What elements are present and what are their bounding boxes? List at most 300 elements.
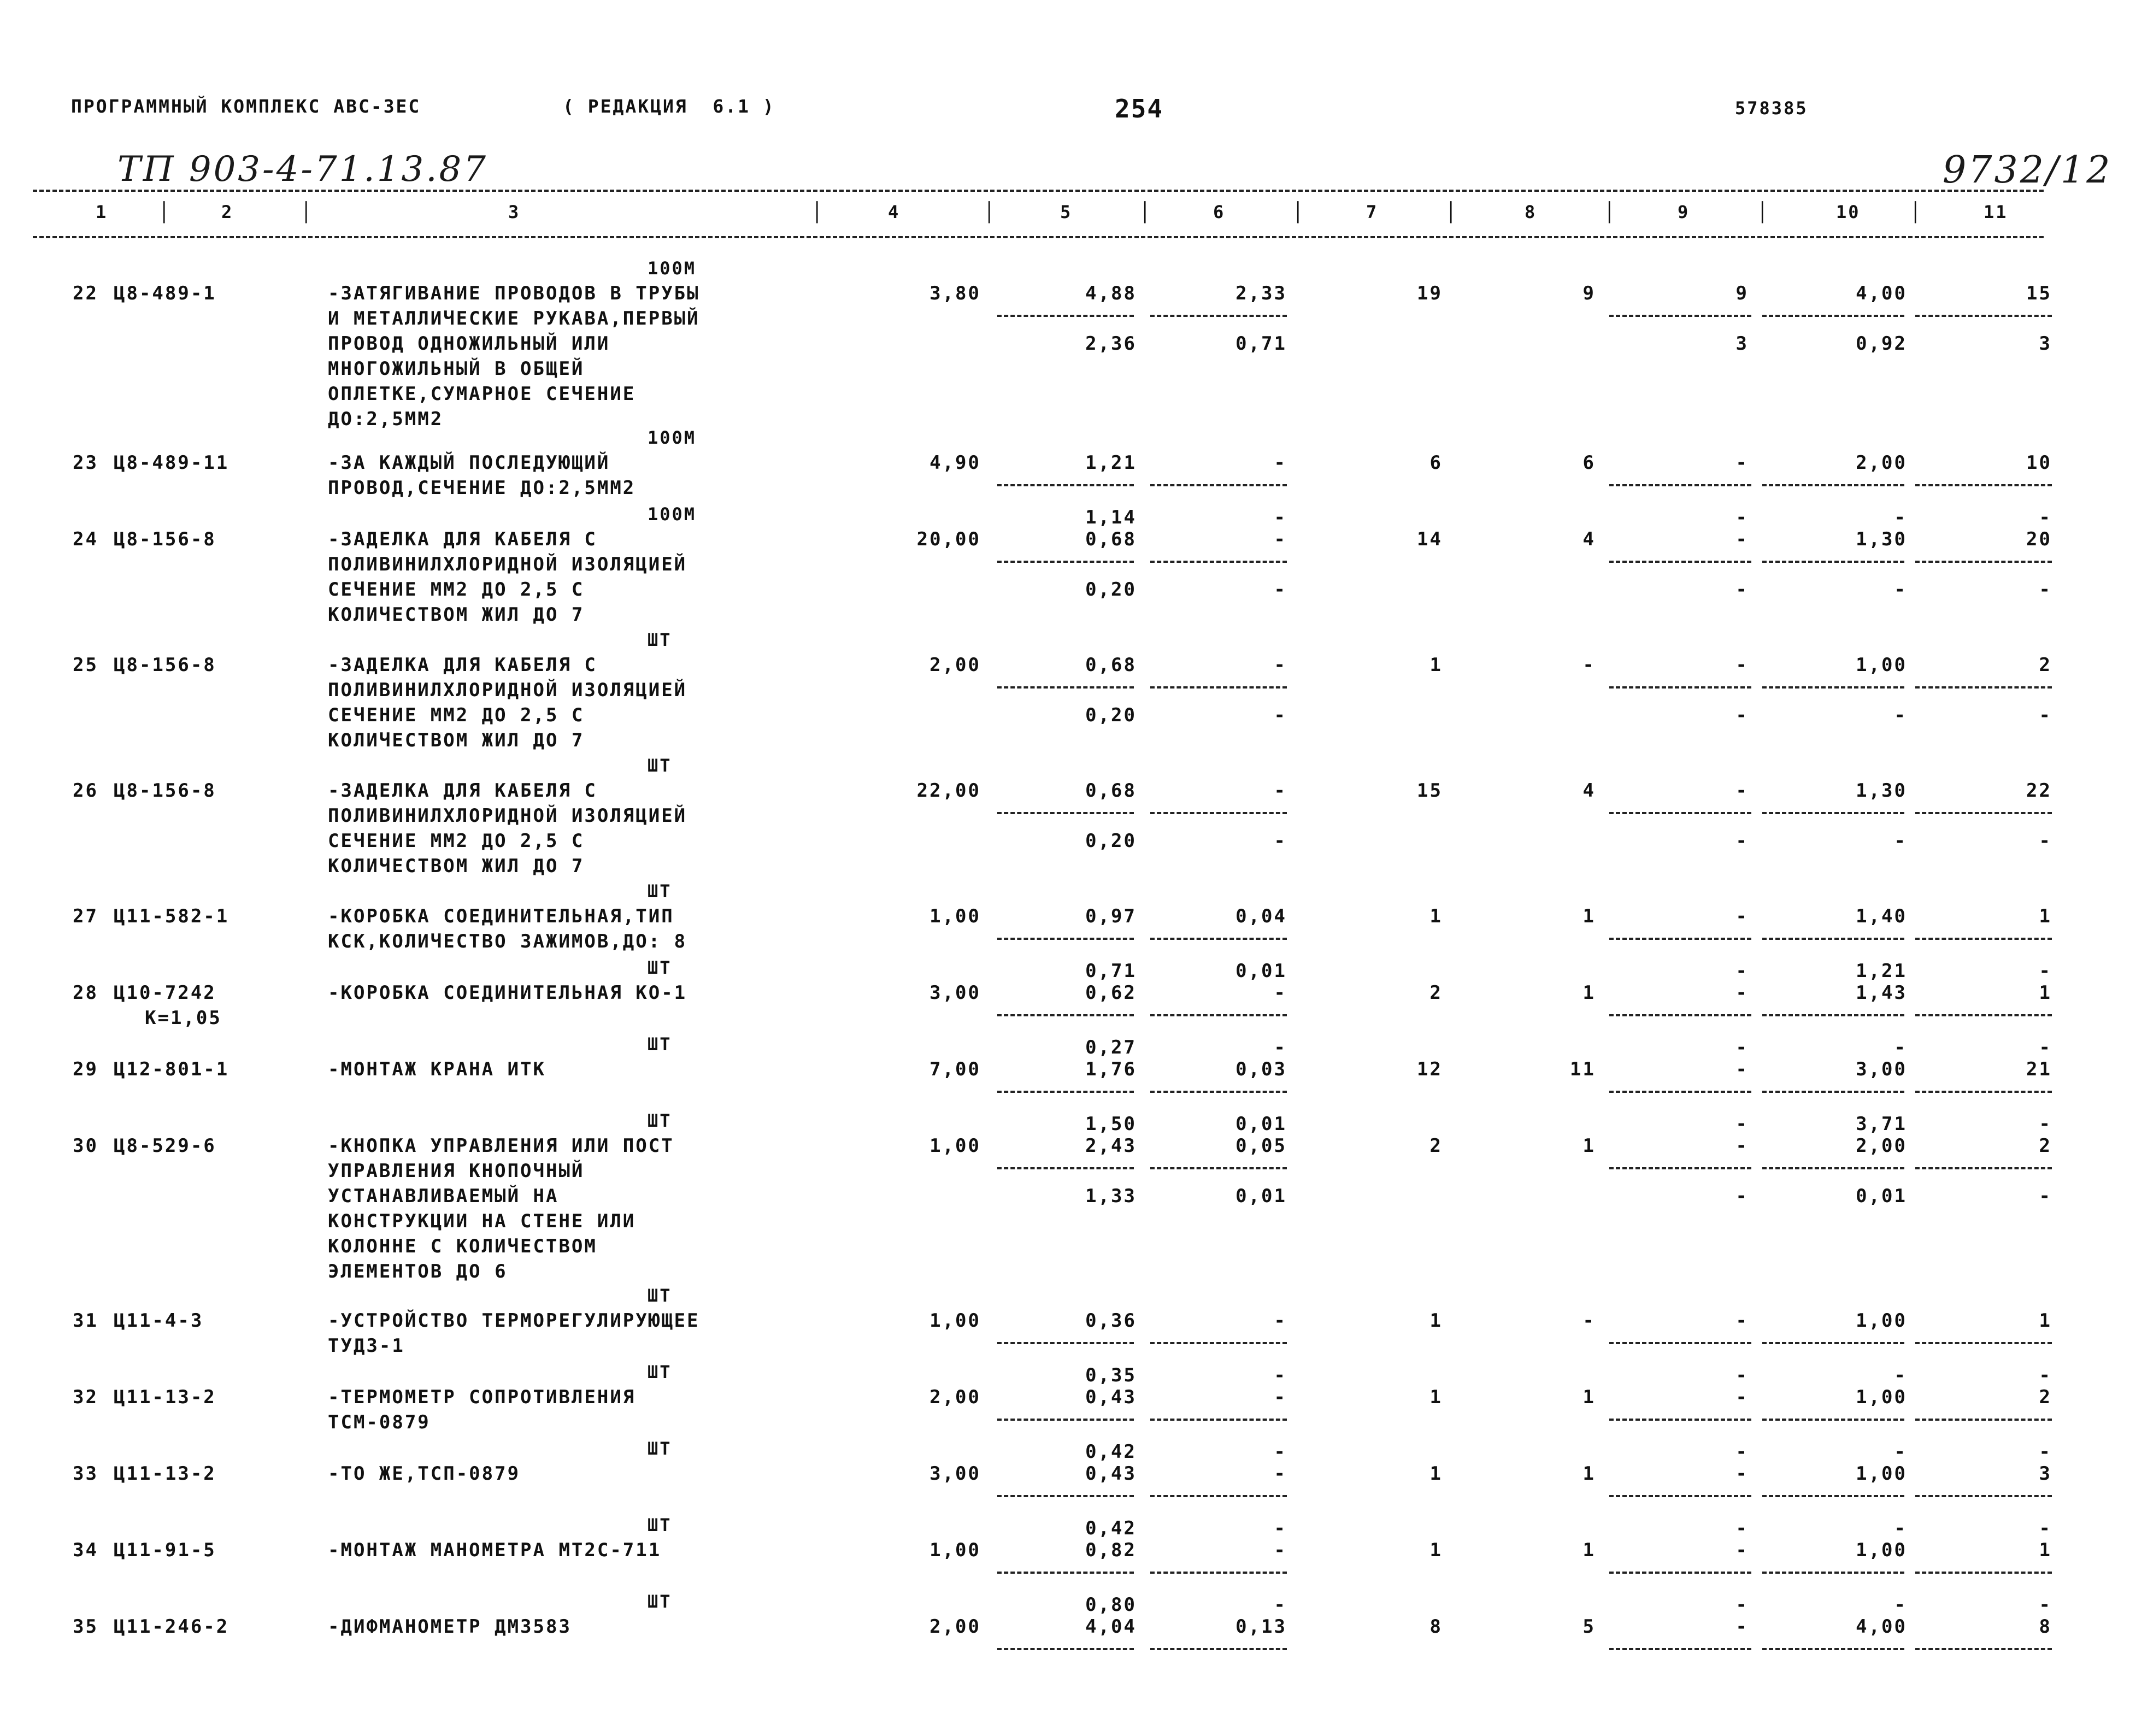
value-c11b: 3: [2039, 333, 2052, 355]
value-c9: 9: [1735, 283, 1749, 304]
value-c10a: 3,71: [1856, 1113, 1907, 1135]
value-c6: 2,33: [1235, 283, 1287, 304]
value-c9: -: [1735, 1539, 1749, 1561]
value-c6: -: [1274, 452, 1287, 474]
value-c9a: -: [1735, 1594, 1749, 1616]
value-c9b: 3: [1735, 333, 1749, 355]
value-c7: 1: [1429, 1386, 1443, 1408]
value-c4: 7,00: [929, 1058, 981, 1080]
work-description: -ДИФМАНОМЕТР ДМ3583: [328, 1616, 572, 1638]
value-c8: 11: [1570, 1058, 1596, 1080]
value-c10: 1,30: [1856, 780, 1907, 802]
value-c9: -: [1735, 654, 1749, 676]
value-c10b: -: [1894, 579, 1907, 601]
subtotal-rule: [1762, 938, 1904, 940]
row-number: 23: [73, 452, 98, 474]
value-c10: 1,00: [1856, 654, 1907, 676]
value-c8: -: [1582, 654, 1596, 676]
value-c5: 4,04: [1085, 1616, 1137, 1638]
row-number: 29: [73, 1058, 98, 1080]
value-c5: 0,97: [1085, 905, 1137, 927]
value-c4: 20,00: [916, 528, 981, 550]
value-c10: 4,00: [1856, 1616, 1907, 1638]
subtotal-rule: [1609, 812, 1751, 814]
value-c7: 6: [1429, 452, 1443, 474]
value-c4: 1,00: [929, 1310, 981, 1332]
page-number: 254: [1115, 94, 1164, 123]
subtotal-rule: [1915, 1495, 2052, 1497]
subtotal-rule: [1609, 315, 1751, 317]
rate-code: Ц11-246-2: [114, 1616, 230, 1638]
rate-code: Ц11-13-2: [114, 1386, 216, 1408]
unit-label: 100М: [648, 504, 697, 525]
value-c5: 0,68: [1085, 780, 1137, 802]
value-c10: 1,43: [1856, 982, 1907, 1004]
subtotal-rule: [1609, 1419, 1751, 1421]
value-c8: 9: [1582, 283, 1596, 304]
row-number: 25: [73, 654, 98, 676]
subtotal-rule: [1915, 1167, 2052, 1169]
row-number: 30: [73, 1135, 98, 1157]
value-c11: 2: [2039, 1135, 2052, 1157]
value-c4: 1,00: [929, 1135, 981, 1157]
value-c4: 1,00: [929, 1539, 981, 1561]
value-c10: 1,30: [1856, 528, 1907, 550]
unit-label: 100М: [648, 258, 697, 279]
value-c10: 3,00: [1856, 1058, 1907, 1080]
rate-code: Ц11-91-5: [114, 1539, 216, 1561]
rate-coefficient: К=1,05: [145, 1007, 222, 1029]
work-description: -МОНТАЖ МАНОМЕТРА МТ2С-711: [328, 1539, 662, 1561]
work-description: ПОЛИВИНИЛХЛОРИДНОЙ ИЗОЛЯЦИЕЙ: [328, 679, 687, 701]
rate-code: Ц8-156-8: [114, 528, 216, 550]
value-c10: 4,00: [1856, 283, 1907, 304]
subtotal-rule: [997, 686, 1134, 688]
rate-code: Ц8-489-11: [114, 452, 230, 474]
column-header-8: 8: [1525, 202, 1537, 222]
value-c6a: 0,01: [1235, 960, 1287, 982]
value-c6: 0,04: [1235, 905, 1287, 927]
subtotal-rule: [997, 484, 1134, 486]
value-c10a: 1,21: [1856, 960, 1907, 982]
subtotal-rule: [1150, 1342, 1287, 1344]
value-c4: 3,00: [929, 1463, 981, 1485]
subtotal-rule: [997, 1014, 1134, 1016]
rate-code: Ц8-529-6: [114, 1135, 216, 1157]
work-description: -КНОПКА УПРАВЛЕНИЯ ИЛИ ПОСТ: [328, 1135, 674, 1157]
value-c10: 2,00: [1856, 1135, 1907, 1157]
column-header-6: 6: [1213, 202, 1226, 222]
subtotal-rule: [1915, 1419, 2052, 1421]
column-header-7: 7: [1366, 202, 1379, 222]
value-c5a: 0,42: [1085, 1517, 1137, 1539]
column-header-11: 11: [1984, 202, 2008, 222]
value-c6a: -: [1274, 507, 1287, 528]
row-number: 31: [73, 1310, 98, 1332]
value-c8: 5: [1582, 1616, 1596, 1638]
value-c11a: -: [2039, 1113, 2052, 1135]
value-c7: 1: [1429, 905, 1443, 927]
value-c11b: -: [2039, 1185, 2052, 1207]
row-number: 27: [73, 905, 98, 927]
column-divider: │: [984, 202, 997, 223]
value-c4: 2,00: [929, 654, 981, 676]
value-c6: -: [1274, 528, 1287, 550]
work-description: ПОЛИВИНИЛХЛОРИДНОЙ ИЗОЛЯЦИЕЙ: [328, 805, 687, 827]
value-c9: -: [1735, 780, 1749, 802]
row-number: 32: [73, 1386, 98, 1408]
subtotal-rule: [1762, 812, 1904, 814]
value-c11b: -: [2039, 579, 2052, 601]
subtotal-rule: [1150, 686, 1287, 688]
subtotal-rule: [1609, 1167, 1751, 1169]
subtotal-rule: [1915, 315, 2052, 317]
value-c4: 3,80: [929, 283, 981, 304]
value-c6: 0,13: [1235, 1616, 1287, 1638]
work-description: -ЗАДЕЛКА ДЛЯ КАБЕЛЯ С: [328, 780, 597, 802]
subtotal-rule: [1762, 1572, 1904, 1574]
work-description: -КОРОБКА СОЕДИНИТЕЛЬНАЯ КО-1: [328, 982, 687, 1004]
subtotal-rule: [1609, 561, 1751, 563]
value-c6: 0,05: [1235, 1135, 1287, 1157]
value-c10a: -: [1894, 1364, 1907, 1386]
value-c9a: -: [1735, 960, 1749, 982]
subtotal-rule: [1150, 1572, 1287, 1574]
subtotal-rule: [1609, 484, 1751, 486]
value-c6a: -: [1274, 1594, 1287, 1616]
work-description: КОНСТРУКЦИИ НА СТЕНЕ ИЛИ: [328, 1210, 636, 1232]
value-c7: 1: [1429, 654, 1443, 676]
subtotal-rule: [997, 1091, 1134, 1093]
value-c11: 3: [2039, 1463, 2052, 1485]
subtotal-rule: [1915, 686, 2052, 688]
value-c6b: 0,01: [1235, 1185, 1287, 1207]
value-c8: 4: [1582, 780, 1596, 802]
unit-label: ШТ: [648, 1110, 672, 1131]
work-description: ПРОВОД ОДНОЖИЛЬНЫЙ ИЛИ: [328, 333, 610, 355]
value-c11b: -: [2039, 704, 2052, 726]
value-c6: 0,03: [1235, 1058, 1287, 1080]
subtotal-rule: [1150, 938, 1287, 940]
work-description: КОЛОННЕ С КОЛИЧЕСТВОМ: [328, 1235, 597, 1257]
subtotal-rule: [1915, 484, 2052, 486]
work-description: МНОГОЖИЛЬНЫЙ В ОБЩЕЙ: [328, 358, 585, 380]
subtotal-rule: [1762, 315, 1904, 317]
subtotal-rule: [997, 812, 1134, 814]
value-c10: 1,00: [1856, 1386, 1907, 1408]
work-description: -ЗАДЕЛКА ДЛЯ КАБЕЛЯ С: [328, 654, 597, 676]
subtotal-rule: [1609, 1495, 1751, 1497]
subtotal-rule: [1915, 1572, 2052, 1574]
subtotal-rule: [1609, 1648, 1751, 1650]
value-c7: 1: [1429, 1539, 1443, 1561]
unit-label: ШТ: [648, 629, 672, 650]
subtotal-rule: [1609, 686, 1751, 688]
column-header-5: 5: [1060, 202, 1073, 222]
subtotal-rule: [997, 1419, 1134, 1421]
value-c10b: 0,01: [1856, 1185, 1907, 1207]
value-c5b: 0,20: [1085, 830, 1137, 852]
work-description: -ЗАТЯГИВАНИЕ ПРОВОДОВ В ТРУБЫ: [328, 283, 700, 304]
value-c11b: -: [2039, 830, 2052, 852]
value-c8: -: [1582, 1310, 1596, 1332]
value-c10a: -: [1894, 1594, 1907, 1616]
subtotal-rule: [1150, 1014, 1287, 1016]
value-c7: 15: [1417, 780, 1443, 802]
rate-code: Ц8-156-8: [114, 654, 216, 676]
work-description: УСТАНАВЛИВАЕМЫЙ НА: [328, 1185, 559, 1207]
value-c8: 1: [1582, 905, 1596, 927]
value-c9a: -: [1735, 1113, 1749, 1135]
row-number: 22: [73, 283, 98, 304]
work-description: -УСТРОЙСТВО ТЕРМОРЕГУЛИРУЮЩЕЕ: [328, 1310, 700, 1332]
work-description: ПОЛИВИНИЛХЛОРИДНОЙ ИЗОЛЯЦИЕЙ: [328, 554, 687, 575]
work-description: СЕЧЕНИЕ ММ2 ДО 2,5 С: [328, 579, 585, 601]
value-c8: 1: [1582, 982, 1596, 1004]
subtotal-rule: [1762, 1419, 1904, 1421]
document-code: 578385: [1735, 98, 1808, 119]
value-c5: 0,43: [1085, 1386, 1137, 1408]
work-description: КСК,КОЛИЧЕСТВО ЗАЖИМОВ,ДО: 8: [328, 931, 687, 952]
value-c10a: -: [1894, 1037, 1907, 1058]
value-c8: 6: [1582, 452, 1596, 474]
column-divider: │: [1910, 202, 1923, 223]
work-description: ТУДЗ-1: [328, 1335, 405, 1357]
subtotal-rule: [1762, 1495, 1904, 1497]
value-c5b: 2,36: [1085, 333, 1137, 355]
value-c9a: -: [1735, 1364, 1749, 1386]
work-description: -ТО ЖЕ,ТСП-0879: [328, 1463, 521, 1485]
value-c5b: 0,20: [1085, 579, 1137, 601]
subtotal-rule: [1915, 812, 2052, 814]
subtotal-rule: [1609, 1342, 1751, 1344]
value-c5: 0,62: [1085, 982, 1137, 1004]
value-c11a: -: [2039, 1037, 2052, 1058]
value-c9: -: [1735, 452, 1749, 474]
subtotal-rule: [997, 1342, 1134, 1344]
value-c6b: -: [1274, 704, 1287, 726]
subtotal-rule: [1609, 1572, 1751, 1574]
value-c11a: -: [2039, 960, 2052, 982]
work-description: КОЛИЧЕСТВОМ ЖИЛ ДО 7: [328, 855, 585, 877]
column-divider: │: [811, 202, 825, 223]
value-c8: 1: [1582, 1539, 1596, 1561]
value-c8: 4: [1582, 528, 1596, 550]
rate-code: Ц11-4-3: [114, 1310, 204, 1332]
value-c7: 8: [1429, 1616, 1443, 1638]
value-c6a: -: [1274, 1364, 1287, 1386]
subtotal-rule: [1150, 812, 1287, 814]
subtotal-rule: [997, 1648, 1134, 1650]
row-number: 33: [73, 1463, 98, 1485]
subtotal-rule: [1762, 484, 1904, 486]
value-c10: 1,00: [1856, 1539, 1907, 1561]
unit-label: ШТ: [648, 957, 672, 978]
value-c9: -: [1735, 1058, 1749, 1080]
value-c7: 1: [1429, 1310, 1443, 1332]
value-c10: 1,00: [1856, 1463, 1907, 1485]
value-c9b: -: [1735, 704, 1749, 726]
value-c5a: 1,14: [1085, 507, 1137, 528]
value-c6: -: [1274, 1386, 1287, 1408]
value-c7: 12: [1417, 1058, 1443, 1080]
subtotal-rule: [1762, 1342, 1904, 1344]
work-description: КОЛИЧЕСТВОМ ЖИЛ ДО 7: [328, 604, 585, 626]
value-c11: 10: [2026, 452, 2052, 474]
subtotal-rule: [1150, 315, 1287, 317]
subtotal-rule: [997, 1167, 1134, 1169]
value-c10: 1,00: [1856, 1310, 1907, 1332]
unit-label: ШТ: [648, 1591, 672, 1612]
work-description: -ТЕРМОМЕТР СОПРОТИВЛЕНИЯ: [328, 1386, 636, 1408]
row-number: 35: [73, 1616, 98, 1638]
rate-code: Ц12-801-1: [114, 1058, 230, 1080]
work-description: ЭЛЕМЕНТОВ ДО 6: [328, 1261, 508, 1282]
value-c8: 1: [1582, 1463, 1596, 1485]
value-c5a: 0,80: [1085, 1594, 1137, 1616]
value-c9: -: [1735, 982, 1749, 1004]
value-c5: 0,68: [1085, 528, 1137, 550]
value-c11: 2: [2039, 654, 2052, 676]
column-divider: │: [301, 202, 314, 223]
work-description: И МЕТАЛЛИЧЕСКИЕ РУКАВА,ПЕРВЫЙ: [328, 308, 700, 329]
work-description: -ЗА КАЖДЫЙ ПОСЛЕДУЮЩИЙ: [328, 452, 610, 474]
value-c11a: -: [2039, 1594, 2052, 1616]
value-c10a: -: [1894, 1517, 1907, 1539]
subtotal-rule: [1609, 1014, 1751, 1016]
subtotal-rule: [1762, 1091, 1904, 1093]
subtotal-rule: [997, 561, 1134, 563]
value-c5a: 0,71: [1085, 960, 1137, 982]
subtotal-rule: [1609, 1091, 1751, 1093]
project-number: ТП 903-4-71.13.87: [117, 149, 488, 190]
value-c11a: -: [2039, 1517, 2052, 1539]
value-c9a: -: [1735, 507, 1749, 528]
edition-label: ( РЕДАКЦИЯ 6.1 ): [563, 96, 775, 117]
value-c5b: 1,33: [1085, 1185, 1137, 1207]
work-description: ДО:2,5ММ2: [328, 408, 444, 430]
subtotal-rule: [1915, 938, 2052, 940]
subtotal-rule: [1609, 938, 1751, 940]
value-c9: -: [1735, 1135, 1749, 1157]
work-description: ПРОВОД,СЕЧЕНИЕ ДО:2,5ММ2: [328, 477, 636, 499]
value-c11a: -: [2039, 1364, 2052, 1386]
work-description: ОПЛЕТКЕ,СУМАРНОЕ СЕЧЕНИЕ: [328, 383, 636, 405]
value-c6: -: [1274, 982, 1287, 1004]
value-c11a: -: [2039, 507, 2052, 528]
value-c5: 1,21: [1085, 452, 1137, 474]
value-c11: 15: [2026, 283, 2052, 304]
value-c9b: -: [1735, 579, 1749, 601]
work-description: -ЗАДЕЛКА ДЛЯ КАБЕЛЯ С: [328, 528, 597, 550]
column-divider: │: [1604, 202, 1617, 223]
subtotal-rule: [1762, 1648, 1904, 1650]
value-c11: 22: [2026, 780, 2052, 802]
row-number: 24: [73, 528, 98, 550]
value-c9b: -: [1735, 830, 1749, 852]
value-c6b: 0,71: [1235, 333, 1287, 355]
value-c6: -: [1274, 1463, 1287, 1485]
subtotal-rule: [1915, 1648, 2052, 1650]
unit-label: ШТ: [648, 881, 672, 902]
value-c5a: 0,27: [1085, 1037, 1137, 1058]
value-c11: 1: [2039, 1310, 2052, 1332]
value-c8: 1: [1582, 1135, 1596, 1157]
value-c6: -: [1274, 1539, 1287, 1561]
value-c10: 1,40: [1856, 905, 1907, 927]
value-c10b: -: [1894, 830, 1907, 852]
value-c4: 22,00: [916, 780, 981, 802]
work-description: СЕЧЕНИЕ ММ2 ДО 2,5 С: [328, 704, 585, 726]
unit-label: ШТ: [648, 1034, 672, 1055]
value-c5a: 0,42: [1085, 1441, 1137, 1463]
subtotal-rule: [1150, 561, 1287, 563]
subtotal-rule: [1762, 686, 1904, 688]
row-number: 34: [73, 1539, 98, 1561]
value-c7: 14: [1417, 528, 1443, 550]
column-header-1: 1: [96, 202, 108, 222]
unit-label: 100М: [648, 427, 697, 448]
value-c9a: -: [1735, 1037, 1749, 1058]
column-header-2: 2: [221, 202, 234, 222]
rate-code: Ц11-582-1: [114, 905, 230, 927]
subtotal-rule: [997, 1495, 1134, 1497]
value-c4: 4,90: [929, 452, 981, 474]
subtotal-rule: [1150, 1167, 1287, 1169]
value-c9: -: [1735, 528, 1749, 550]
value-c4: 3,00: [929, 982, 981, 1004]
value-c11: 1: [2039, 982, 2052, 1004]
value-c8: 1: [1582, 1386, 1596, 1408]
value-c9: -: [1735, 1386, 1749, 1408]
value-c5: 0,36: [1085, 1310, 1137, 1332]
subtotal-rule: [1150, 484, 1287, 486]
value-c9: -: [1735, 1310, 1749, 1332]
value-c5: 0,82: [1085, 1539, 1137, 1561]
subtotal-rule: [1150, 1091, 1287, 1093]
subtotal-rule: [1915, 1014, 2052, 1016]
value-c10b: 0,92: [1856, 333, 1907, 355]
value-c9b: -: [1735, 1185, 1749, 1207]
column-divider: │: [1445, 202, 1458, 223]
unit-label: ШТ: [648, 755, 672, 776]
value-c11: 20: [2026, 528, 2052, 550]
value-c7: 2: [1429, 982, 1443, 1004]
value-c6b: -: [1274, 830, 1287, 852]
work-description: СЕЧЕНИЕ ММ2 ДО 2,5 С: [328, 830, 585, 852]
work-description: -КОРОБКА СОЕДИНИТЕЛЬНАЯ,ТИП: [328, 905, 674, 927]
work-description: УПРАВЛЕНИЯ КНОПОЧНЫЙ: [328, 1160, 585, 1182]
value-c6a: -: [1274, 1441, 1287, 1463]
subtotal-rule: [1150, 1648, 1287, 1650]
value-c5a: 1,50: [1085, 1113, 1137, 1135]
subtotal-rule: [1150, 1419, 1287, 1421]
column-header-9: 9: [1678, 202, 1690, 222]
subtotal-rule: [997, 938, 1134, 940]
column-header-4: 4: [888, 202, 901, 222]
value-c6: -: [1274, 1310, 1287, 1332]
unit-label: ШТ: [648, 1515, 672, 1535]
sheet-number: 9732/12: [1943, 149, 2113, 192]
value-c11: 8: [2039, 1616, 2052, 1638]
value-c5: 1,76: [1085, 1058, 1137, 1080]
value-c9a: -: [1735, 1441, 1749, 1463]
value-c9: -: [1735, 905, 1749, 927]
value-c4: 1,00: [929, 905, 981, 927]
unit-label: ШТ: [648, 1438, 672, 1459]
column-header-10: 10: [1836, 202, 1861, 222]
work-description: КОЛИЧЕСТВОМ ЖИЛ ДО 7: [328, 729, 585, 751]
